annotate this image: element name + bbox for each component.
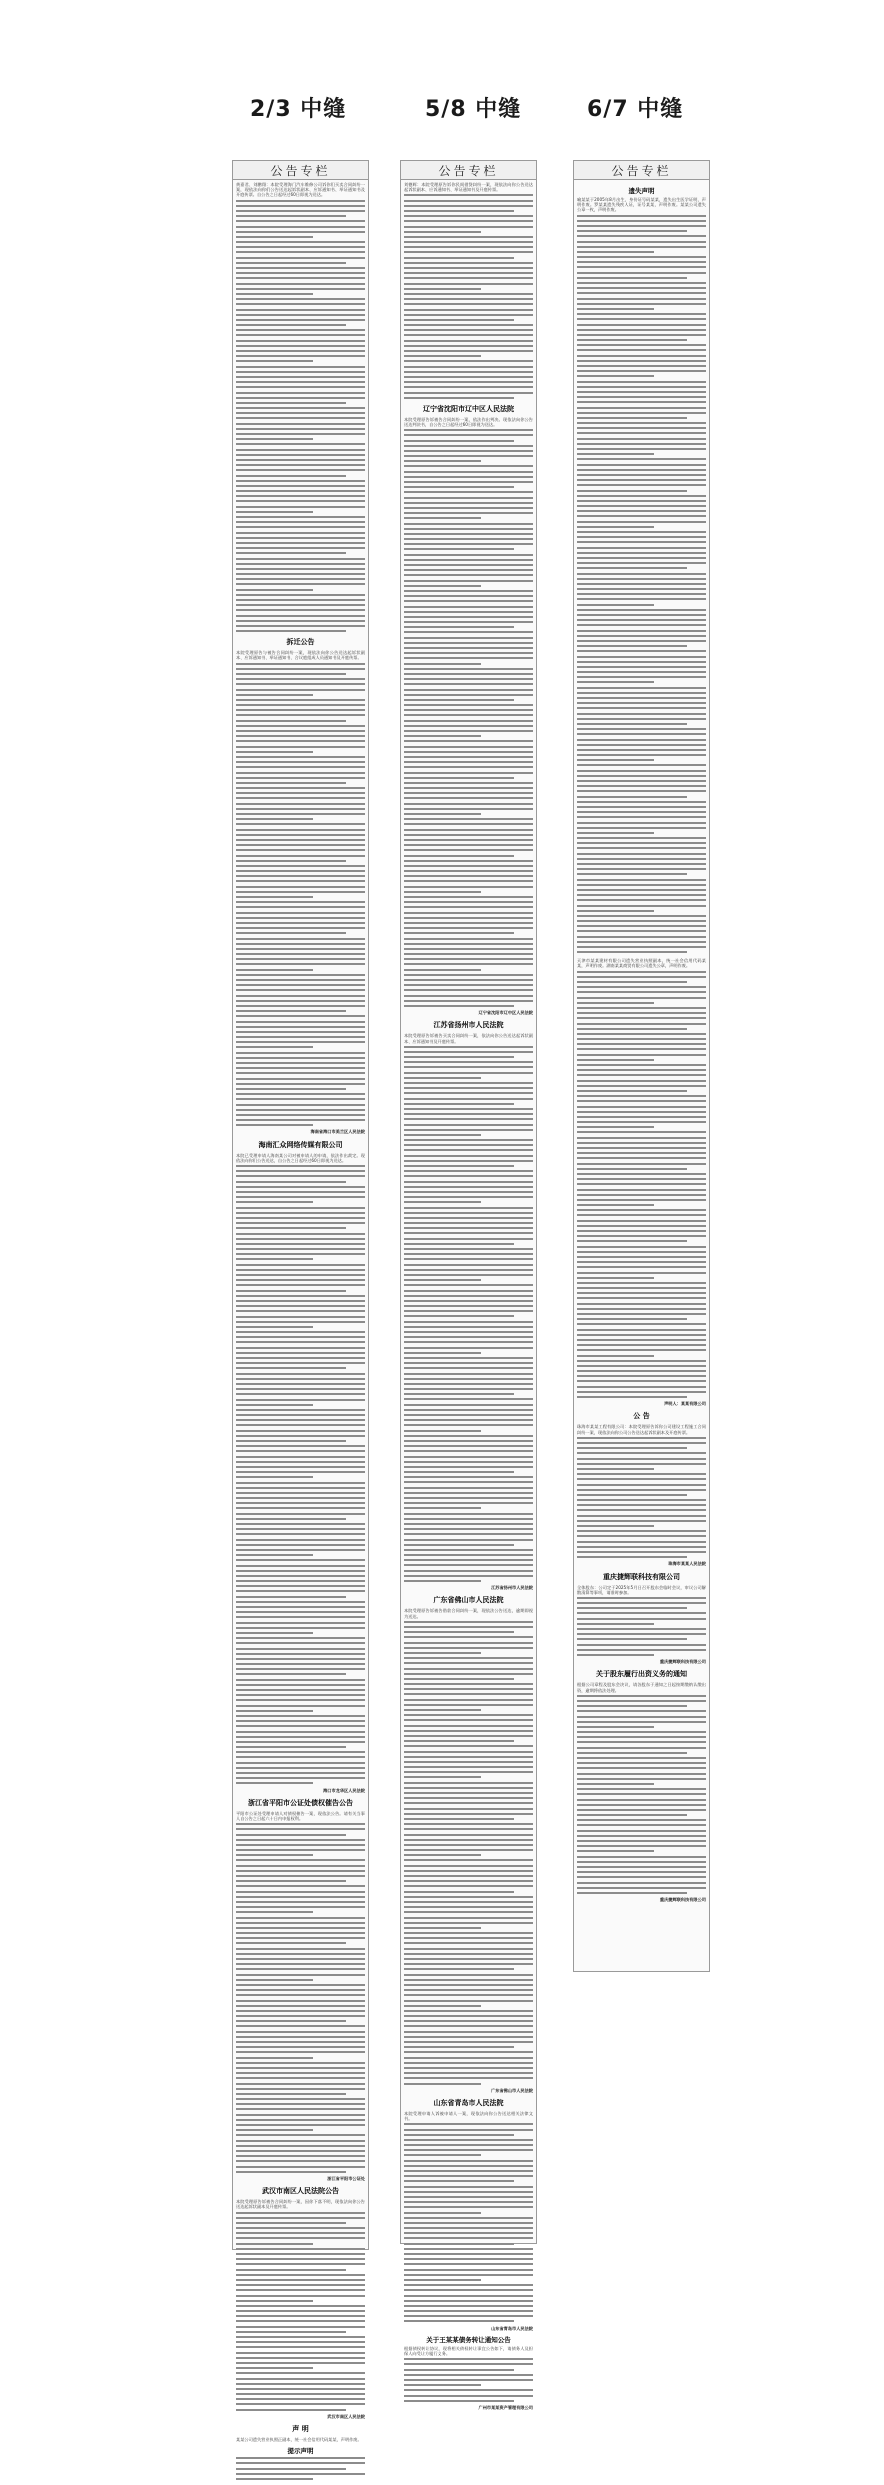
notice-text: 本院受理原告诉被告买卖合同纠纷一案，依法向你公告送达起诉状副本、应诉通知书及开庭传票。 — [404, 1033, 533, 1044]
notice-text: 本院受理原告诉被告借款合同纠纷一案，现依法公告送达，逾期即视为送达。 — [404, 1608, 533, 1619]
text-block — [404, 429, 533, 1007]
notice-text: 本院已受理申请人海南某公司对被申请人的申请，依法作出裁定。现依法向你们公告送达，自公告之日起经过60日即视为送达。 — [236, 1152, 365, 1163]
text-block — [404, 2358, 533, 2402]
text-block — [577, 215, 706, 954]
text-block — [404, 2123, 533, 2322]
notice-title: 武汉市南区人民法院公告 — [262, 2186, 339, 2196]
notice-signature: 珠海市某某人民法院 — [668, 1561, 706, 1567]
notice-text: 本院受理原告诉被告合同纠纷一案，因你下落不明，现依法向你公告送达起诉状副本及开庭传票。 — [236, 2199, 365, 2210]
notice-text: 平阳市公证处受理申请人对债权催告一案，现依法公告。请有关当事人自公告之日起六十日内申报权利。 — [236, 1810, 365, 1821]
text-block — [577, 971, 706, 1398]
notice-text: 黄嘉君、刘鹏翔：本院受理海门汽车维修公司诉你们买卖合同纠纷一案，现依法向你们公告送达起诉状副本、应诉通知书、举证通知书及开庭传票。自公告之日起经过60日即视为送达。 — [236, 182, 365, 198]
text-block — [236, 200, 365, 633]
text-block — [236, 2457, 365, 2480]
transfer-notice-text: 根据债权转让协议，现将相关债权转让事宜公告如下，请债务人及担保人向受让方履行义务。 — [404, 2345, 533, 2357]
notice-text: 根据公司章程及股东会决议，请各股东于通知之日起按期缴纳认缴出资，逾期将依法处理。 — [577, 1682, 706, 1693]
notice-title: 江苏省扬州市人民法院 — [433, 1020, 504, 1030]
announcement-column-right — [573, 160, 710, 1972]
notice-signature: 浙江省平阳市公证处 — [327, 2175, 365, 2181]
statement-text: 某某公司遗失营业执照正副本，统一社会信用代码某某，声明作废。 — [236, 2437, 362, 2443]
gutter-title-left: 2/3 中缝 — [250, 97, 347, 122]
notice-text: 本院受理原告与被告合同纠纷一案，现依法向你公告送达起诉状副本、应诉通知书、举证通知书、合议庭组成人员通知书及开庭传票。 — [236, 650, 365, 661]
announcement-column-left — [232, 160, 369, 2456]
notice-title: 重庆捷辉联科技有限公司 — [603, 1571, 680, 1581]
announcement-column-middle — [400, 160, 537, 2410]
text-block — [236, 2212, 365, 2411]
text-block — [404, 1046, 533, 1582]
notice-text: 珠海市某某工程有限公司：本院受理原告诉你公司建设工程施工合同纠纷一案，现依法向你公司公告送达起诉状副本及开庭传票。 — [577, 1424, 706, 1435]
text-block — [236, 1165, 365, 1784]
column-header: 公告专栏 — [233, 161, 368, 180]
notice-signature: 广东省佛山市人民法院 — [491, 2087, 533, 2093]
lost-statement-title: 遗失声明 — [628, 187, 655, 195]
notice-title: 公 告 — [633, 1411, 650, 1421]
notice-title: 海南汇众网络传媒有限公司 — [258, 1139, 343, 1149]
notice-title: 拆迁公告 — [286, 637, 315, 647]
gutter-title-middle: 5/8 中缝 — [425, 97, 522, 122]
notice-signature: 江苏省扬州市人民法院 — [491, 1585, 533, 1591]
column-body — [233, 180, 368, 2485]
notice-text: 本院受理申请人诉被申请人一案，现依法向你公告送达相关法律文书。 — [404, 2110, 533, 2122]
text-block — [404, 194, 533, 398]
notice-signature: 武汉市南区人民法院 — [327, 2413, 365, 2419]
notice-signature: 声明人：某某有限公司 — [664, 1401, 706, 1407]
text-block — [577, 1695, 706, 1894]
statement-title: 声 明 — [292, 2424, 309, 2434]
column-body — [574, 180, 709, 1907]
text-block — [236, 663, 365, 1127]
text-block — [404, 1621, 533, 2085]
notice-title: 广东省佛山市人民法院 — [433, 1595, 504, 1605]
notice-text: 喻某某于2005年8月出生，身份证号码某某，遗失出生医学证明，声明作废。罗某某遗失残疾人证，证号某某，声明作废。某某公司遗失公章一枚，声明作废。 — [577, 197, 706, 213]
gutter-title-right: 6/7 中缝 — [587, 97, 684, 122]
notice-text: 本院受理原告诉被告合同纠纷一案，依法作出判决。现依法向你公告送达判决书，自公告之日起经过60日即视为送达。 — [404, 416, 533, 427]
transfer-notice-title: 关于王某某债务转让通知公告 — [426, 2335, 511, 2344]
column-header: 公告专栏 — [401, 161, 536, 180]
notice-signature: 重庆捷辉联科技有限公司 — [659, 1897, 706, 1903]
column-body — [401, 180, 536, 2415]
text-block — [577, 1437, 706, 1558]
notice-text: 刘德辉：本院受理原告诉你民间借贷纠纷一案，现依法向你公告送达起诉状副本、应诉通知书、举证通知书及开庭传票。 — [404, 182, 533, 193]
notice-title: 关于股东履行出资义务的通知 — [596, 1669, 687, 1679]
notice-text: 天津市某某建材有限公司遗失营业执照副本，统一社会信用代码某某，声明作废。湖南某某商贸有限公司遗失公章，声明作废。 — [577, 958, 706, 969]
statement-subtitle: 提示声明 — [287, 2447, 314, 2456]
text-block — [577, 1597, 706, 1656]
notice-title: 浙江省平阳市公证处债权催告公告 — [248, 1797, 353, 1807]
notice-signature: 海口市龙华区人民法院 — [323, 1787, 365, 1793]
notice-title: 山东省青岛市人民法院 — [433, 2097, 504, 2107]
notice-text: 全体股东：公司定于2025年5月日召开股东会临时会议，审议公司解散清算等事项，请准时参加。 — [577, 1584, 706, 1595]
notice-signature: 广州市某某资产管理有限公司 — [478, 2404, 533, 2410]
notice-signature: 辽宁省沈阳市辽中区人民法院 — [478, 1010, 533, 1016]
column-header: 公告专栏 — [574, 161, 709, 180]
notice-signature: 重庆捷辉联科技有限公司 — [659, 1659, 706, 1665]
notice-title: 辽宁省沈阳市辽中区人民法院 — [423, 403, 514, 413]
notice-signature: 山东省青岛市人民法院 — [491, 2325, 533, 2331]
text-block — [236, 1823, 365, 2173]
notice-signature: 海南省海口市美兰区人民法院 — [310, 1129, 365, 1135]
